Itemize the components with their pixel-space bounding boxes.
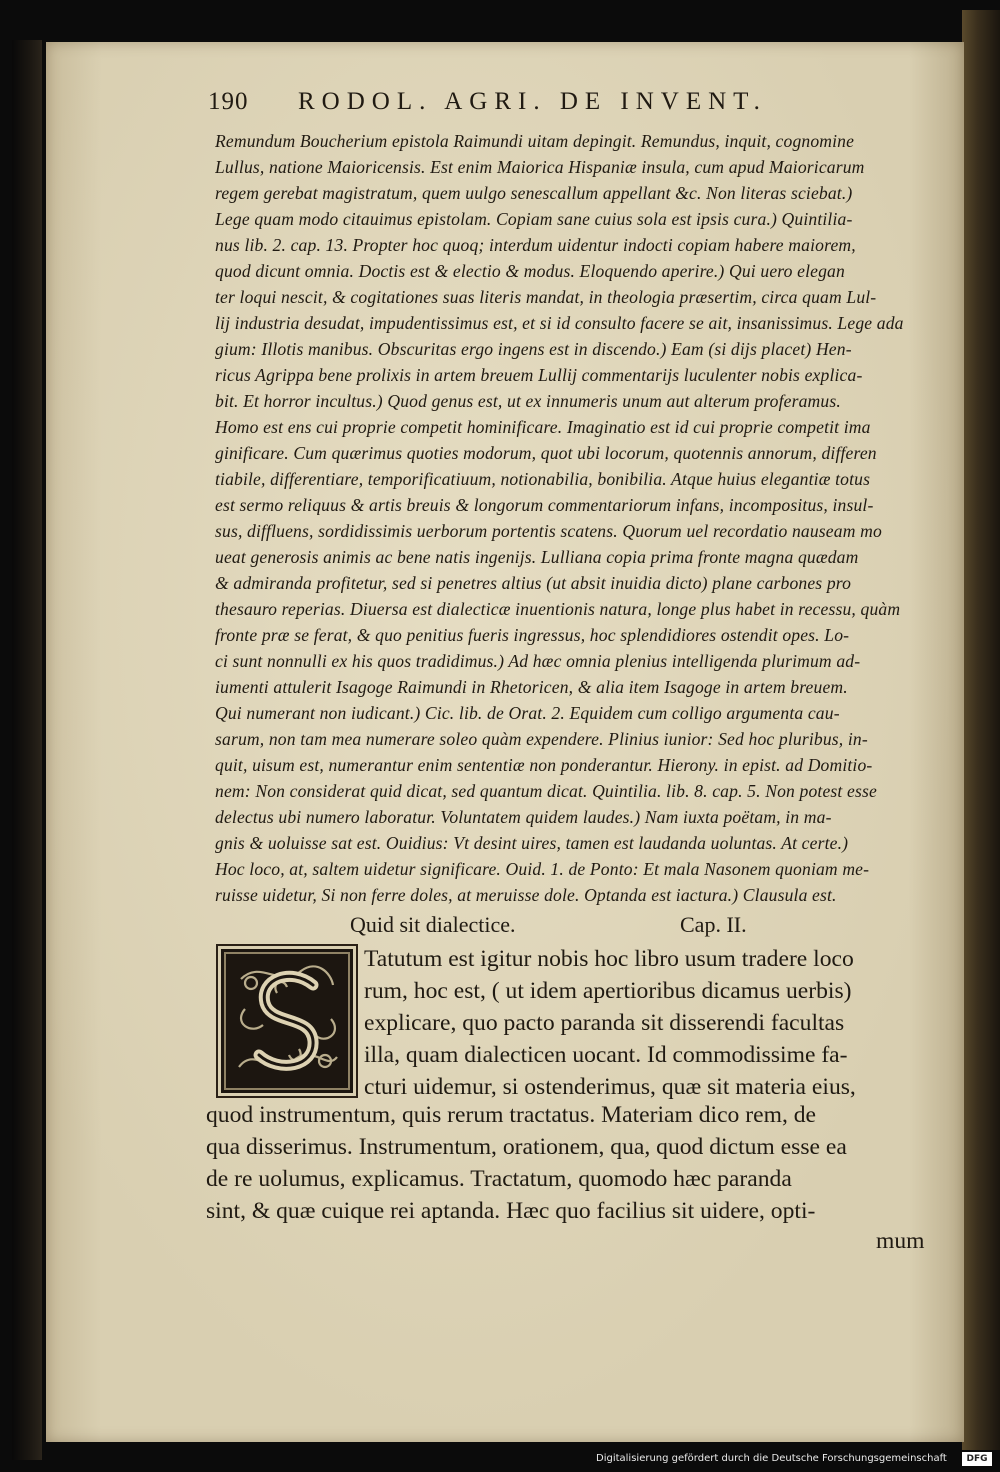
book-spine xyxy=(12,40,42,1460)
catchword: mum xyxy=(876,1228,925,1254)
commentary-line: gnis & uoluisse sat est. Ouidius: Vt desint uires, tamen est laudanda uoluntas. At certe.) xyxy=(215,833,849,853)
commentary-line: bit. Et horror incultus.) Quod genus est, ut ex innumeris unum aut alterum proferamus. xyxy=(215,391,841,411)
commentary-line: nus lib. 2. cap. 13. Propter hoc quoq; interdum uidentur indocti copiam habere maiorem, xyxy=(215,235,856,255)
commentary-line: ci sunt nonnulli ex his quos tradidimus.) Ad hæc omnia plenius intelligenda plurimum ad- xyxy=(215,651,861,671)
facing-page-edge xyxy=(962,10,1000,1450)
commentary-line: Qui numerant non iudicant.) Cic. lib. de Orat. 2. Equidem cum colligo argumenta cau- xyxy=(215,703,840,723)
commentary-line: Remundum Boucherium epistola Raimundi uitam depingit. Remundus, inquit, cognomine xyxy=(215,131,855,151)
commentary-line: quit, uisum est, numerantur enim sententiæ non ponderantur. Hierony. in epist. ad Domitio- xyxy=(215,755,873,775)
body-line: qua disserimus. Instrumentum, orationem, qua, quod dictum esse ea xyxy=(206,1134,847,1160)
running-title: RODOL. AGRI. DE INVENT. xyxy=(298,88,767,115)
commentary-line: ricus Agrippa bene prolixis in artem breuem Lullij commentarijs luculenter nobis explica- xyxy=(215,365,863,385)
commentary-line: & admiranda profitetur, sed si penetres altius (ut absit inuidia dicto) plane carbones pro xyxy=(215,573,852,593)
commentary-line: fronte præ se ferat, & quo penitius fueris ingressus, hoc splendidiores ostendit opes. Lo- xyxy=(215,625,850,645)
commentary-line: Lullus, natione Maioricensis. Est enim Maiorica Hispaniæ insula, cum apud Maioricarum xyxy=(215,157,865,177)
commentary-line: iumenti attulerit Isagoge Raimundi in Rhetoricen, & alia item Isagoge in artem breuem. xyxy=(215,677,848,697)
commentary-line: delectus ubi numero laboratur. Voluntatem quidem laudes.) Nam iuxta poëtam, in ma- xyxy=(215,807,832,827)
body-line: sint, & quæ cuique rei aptanda. Hæc quo facilius sit uidere, opti- xyxy=(206,1198,816,1224)
body-line: rum, hoc est, ( ut idem apertioribus dicamus uerbis) xyxy=(364,978,852,1004)
commentary-line: ginificare. Cum quærimus quoties modorum, quot ubi locorum, quotennis annorum, differen xyxy=(215,443,877,463)
body-line: explicare, quo pacto paranda sit disserendi facultas xyxy=(364,1010,845,1036)
page-number: 190 xyxy=(208,88,249,115)
commentary-line: lij industria desudat, impudentissimus est, et si id consulto facere se ait, insanissimus. Lege ada xyxy=(215,313,904,333)
commentary-line: Homo est ens cui proprie competit hominificare. Imaginatio est id cui proprie competit ima xyxy=(215,417,871,437)
funding-footer xyxy=(596,1451,988,1467)
commentary-line: thesauro reperias. Diuersa est dialecticæ inuentionis natura, longe plus habet in recessu, quàm xyxy=(215,599,901,619)
body-line: cturi uidemur, si ostenderimus, quæ sit materia eius, xyxy=(364,1074,856,1100)
chapter-title: Quid sit dialectice. xyxy=(350,912,516,937)
commentary-line: sarum, non tam mea numerare soleo quàm expendere. Plinius iunior: Sed hoc pluribus, in- xyxy=(215,729,868,749)
body-line: de re uolumus, explicamus. Tractatum, quomodo hæc paranda xyxy=(206,1166,792,1192)
commentary-line: ueat generosis animis ac bene natis ingenijs. Lulliana copia prima fronte magna quædam xyxy=(215,547,859,567)
commentary-line: nem: Non considerat quid dicat, sed quantum dicat. Quintilia. lib. 8. cap. 5. Non potest esse xyxy=(215,781,877,801)
commentary-line: Lege quam modo citauimus epistolam. Copiam sane cuius sola est ipsis cura.) Quintilia- xyxy=(215,209,853,229)
body-line: Tatutum est igitur nobis hoc libro usum tradere loco xyxy=(364,946,854,972)
commentary-line: Hoc loco, at, saltem uidetur significare. Ouid. 1. de Ponto: Et mala Nasonem quoniam me- xyxy=(215,859,870,879)
body-line: quod instrumentum, quis rerum tractatus. Materiam dico rem, de xyxy=(206,1102,817,1128)
commentary-line: regem gerebat magistratum, quem uulgo senescallum appellant &c. Non literas sciebat.) xyxy=(215,183,853,203)
commentary-line: sus, diffluens, sordidissimis uerborum portentis scatens. Quorum uel recordatio nauseam mo xyxy=(215,521,882,541)
running-header xyxy=(208,88,848,124)
commentary-line: ter loqui nescit, & cogitationes suas literis mandat, in theologia præsertim, circa quam Lul- xyxy=(215,287,877,307)
chapter-label: Cap. II. xyxy=(680,912,747,937)
body-line: illa, quam dialecticen uocant. Id commodissime fa- xyxy=(364,1042,848,1068)
drop-cap-ornament xyxy=(221,949,353,1093)
chapter-heading xyxy=(350,908,830,942)
funding-note: Digitalisierung gefördert durch die Deutsche Forschungsgemeinschaft xyxy=(596,1453,947,1464)
ornamental-initial-s-icon xyxy=(218,946,356,1096)
commentary-line: tiabile, differentiare, temporificatiuum, notionabilia, bonibilia. Atque huius elegantiæ totus xyxy=(215,469,871,489)
commentary-line: ruisse uidetur, Si non ferre doles, at meruisse dole. Optanda est iactura.) Clausula est. xyxy=(215,885,837,905)
commentary-line: quod dicunt omnia. Doctis est & electio & modus. Eloquendo aperire.) Qui uero elegan xyxy=(215,261,845,281)
commentary-line: est sermo reliquus & artis breuis & longorum commentariorum infans, incompositus, insul- xyxy=(215,495,874,515)
commentary-line: gium: Illotis manibus. Obscuritas ergo ingens est in discendo.) Eam (si dijs placet) Hen- xyxy=(215,339,852,359)
dfg-logo-icon: DFG xyxy=(962,1452,992,1466)
